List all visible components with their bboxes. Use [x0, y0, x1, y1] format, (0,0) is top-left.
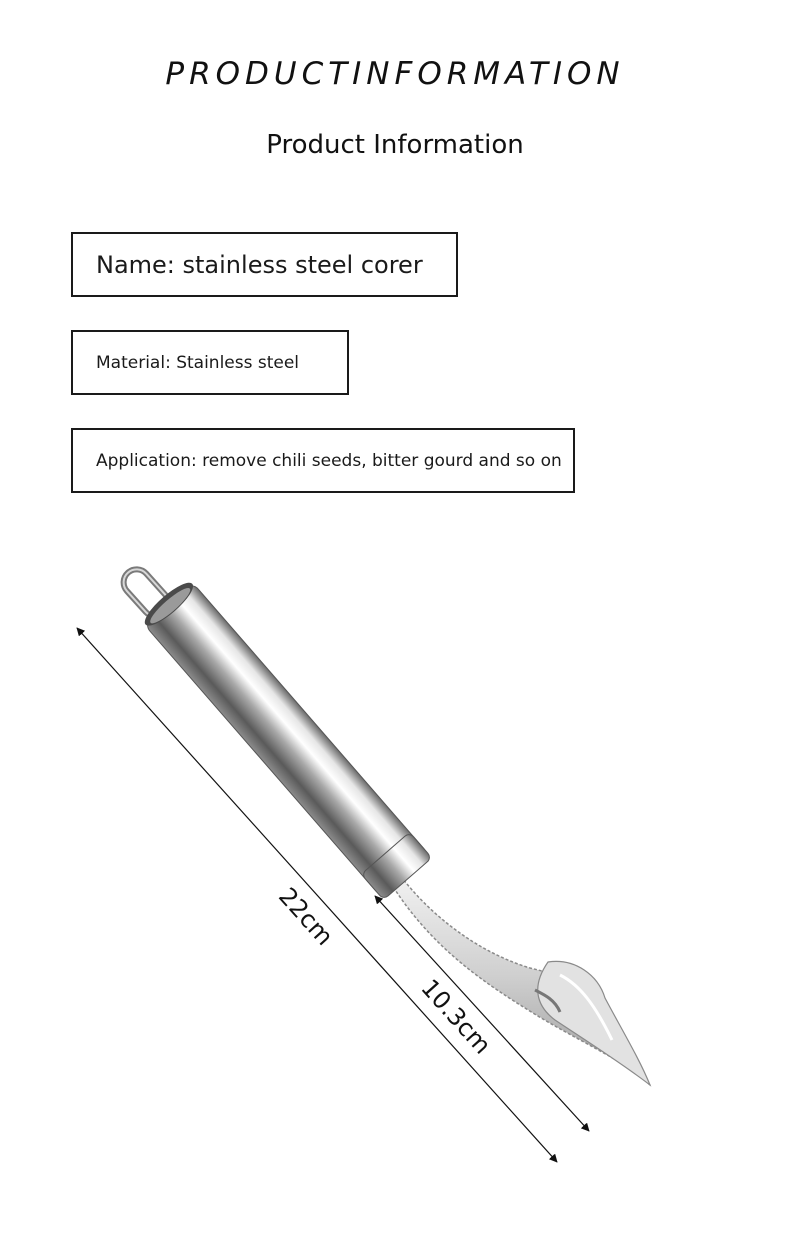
page-title: Product Information — [266, 130, 524, 160]
application-text: Application: remove chili seeds, bitter gourd and so on — [96, 450, 562, 471]
name-text: Name: stainless steel corer — [96, 250, 423, 279]
total-length-label: 22cm — [273, 882, 339, 951]
blade-length-label: 10.3cm — [415, 973, 497, 1060]
total-length-dimension-line — [77, 628, 557, 1162]
material-text: Material: Stainless steel — [96, 352, 300, 373]
product-illustration — [0, 540, 790, 1220]
material-box — [71, 330, 349, 395]
name-box — [71, 232, 458, 297]
page-heading-english: PRODUCTINFORMATION — [165, 56, 625, 92]
application-box — [71, 428, 575, 493]
steel-handle — [139, 576, 432, 899]
